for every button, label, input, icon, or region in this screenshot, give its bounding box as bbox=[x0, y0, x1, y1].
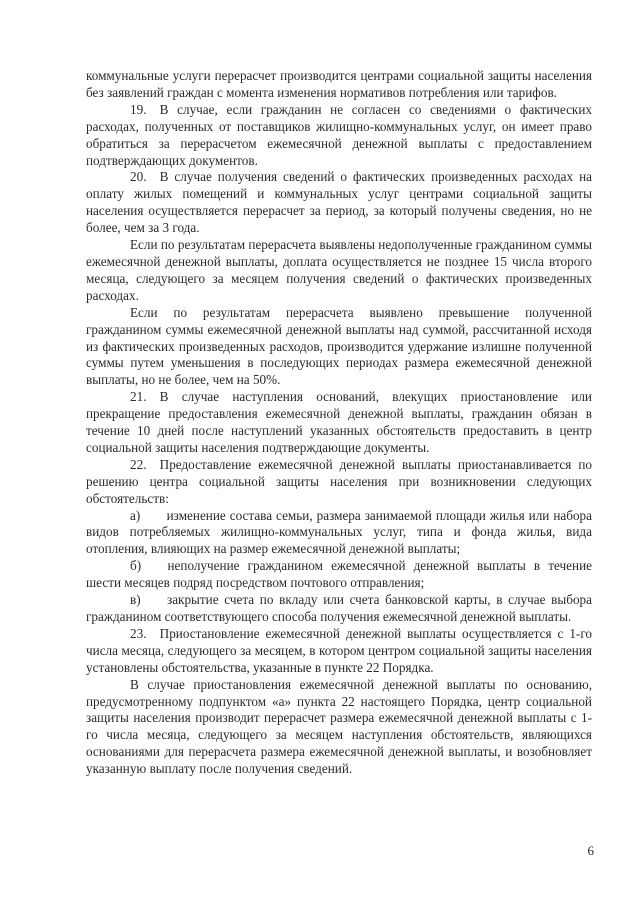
paragraph-item-23: 23. Приостановление ежемесячной денежной выплаты осуществляется с 1-го числа месяца, следующего за месяцем, в котором центром социальной защиты населения установлены обстоятельства, указанные в пункте 22 Порядка. bbox=[86, 625, 592, 675]
paragraph-item-21: 21. В случае наступления оснований, влекущих приостановление или прекращение предоставления ежемесячной денежной выплаты, гражданин обязан в течение 10 дней после наступлений указанных обстоятельств предоставить в центр социальной защиты населения подтверждающие документы. bbox=[86, 389, 592, 455]
page-number: 6 bbox=[587, 843, 594, 858]
subitem-a: а) изменение состава семьи, размера занимаемой площади жилья или набора видов потребляемых жилищно-коммунальных услуг, типа и фонда жилья, вида отопления, влияющих на размер ежемесячной денежной выплаты; bbox=[86, 507, 592, 557]
subitem-b: б) неполучение гражданином ежемесячной денежной выплаты в течение шести месяцев подряд посредством почтового отправления; bbox=[86, 558, 592, 591]
paragraph-suspension-recalc: В случае приостановления ежемесячной денежной выплаты по основанию, предусмотренному подпунктом «а» пункта 22 настоящего Порядка, центр социальной защиты населения производит перерасчет размера ежемесячной денежной выплаты с 1-го числа месяца, следующего за месяцем наступления обстоятельств, являющихся основаниями для перерасчета размера ежемесячной денежной выплаты, и возобновляет указанную выплату после получения сведений. bbox=[86, 676, 592, 777]
paragraph-item-22: 22. Предоставление ежемесячной денежной выплаты приостанавливается по решению центра социальной защиты населения при возникновении следующих обстоятельств: bbox=[86, 456, 592, 506]
subitem-v: в) закрытие счета по вкладу или счета банковской карты, в случае выбора гражданином соответствующего способа получения ежемесячной денежной выплаты. bbox=[86, 592, 592, 624]
paragraph-continuation: коммунальные услуги перерасчет производится центрами социальной защиты населения без заявлений граждан с момента изменения нормативов потребления или тарифов. bbox=[86, 68, 592, 100]
paragraph-item-19: 19. В случае, если гражданин не согласен со сведениями о фактических расходах, полученных от поставщиков жилищно-коммунальных услуг, он имеет право обратиться за перерасчетом ежемесячной денежной выплаты с предоставлением подтверждающих документов. bbox=[86, 101, 592, 168]
paragraph-overpayment: Если по результатам перерасчета выявлено превышение полученной гражданином суммы ежемесячной денежной выплаты над суммой, рассчитанной исходя из фактических произведенных расходов, производится удержание излишне полученной суммы путем уменьшения в последующих периодах размера ежемесячной денежной выплаты, но не более, чем на 50%. bbox=[86, 304, 592, 388]
paragraph-underpayment: Если по результатам перерасчета выявлены недополученные гражданином суммы ежемесячной денежной выплаты, доплата осуществляется не позднее 15 числа второго месяца, следующего за месяцем получения сведений о фактических произведенных расходах. bbox=[86, 237, 592, 303]
document-body bbox=[86, 68, 592, 778]
paragraph-item-20: 20. В случае получения сведений о фактических произведенных расходах на оплату жилых помещений и коммунальных услуг центрами социальной защиты населения осуществляется перерасчет за период, за который получены сведения, но не более, чем за 3 года. bbox=[86, 169, 592, 236]
